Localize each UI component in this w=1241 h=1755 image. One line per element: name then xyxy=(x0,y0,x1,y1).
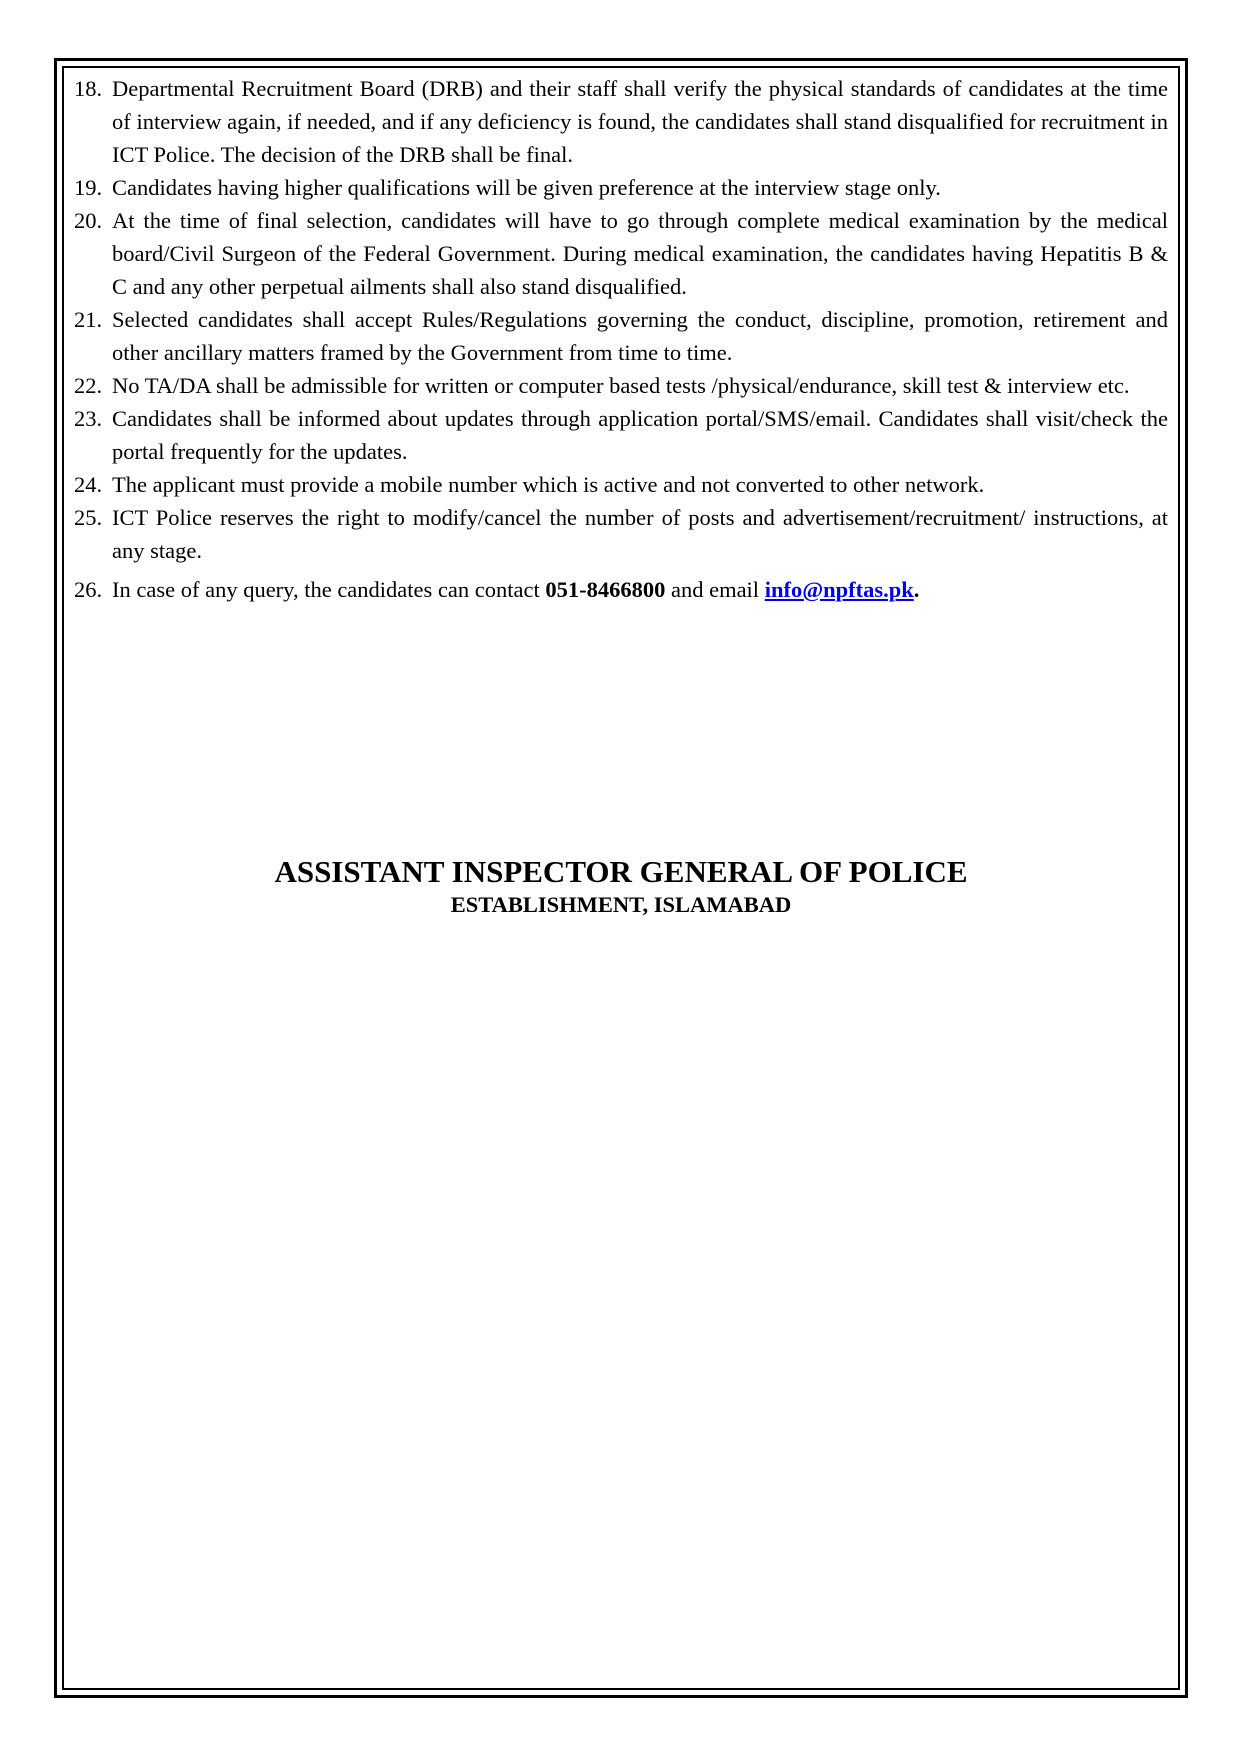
item-text: Selected candidates shall accept Rules/Regulations governing the conduct, discipline, promotion, retirement and other ancillary matters framed by the Government from time to time. xyxy=(112,307,1168,365)
item-number: 18. xyxy=(74,76,103,101)
signature-block xyxy=(54,853,1188,919)
contact-text-middle: and email xyxy=(670,577,760,602)
item-number: 22. xyxy=(74,373,103,398)
signature-subtitle: ESTABLISHMENT, ISLAMABAD xyxy=(450,892,792,917)
item-text: Candidates having higher qualifications will be given preference at the interview stage only. xyxy=(112,175,941,200)
contact-text xyxy=(112,573,1168,606)
item-text: Candidates shall be informed about updates through application portal/SMS/email. Candidates shall visit/check the portal frequently for the updates. xyxy=(112,406,1168,464)
list-item xyxy=(74,402,1168,468)
list-item xyxy=(74,468,1168,501)
item-number: 23. xyxy=(74,406,103,431)
list-item xyxy=(74,303,1168,369)
contact-phone: 051-8466800 xyxy=(545,577,666,602)
list-item xyxy=(74,204,1168,303)
contact-item xyxy=(74,573,1168,606)
item-number: 20. xyxy=(74,208,103,233)
item-text: At the time of final selection, candidates will have to go through complete medical examination by the medical board/Civil Surgeon of the Federal Government. During medical examination, the candidates having Hepatitis B & C and any other perpetual ailments shall also stand disqualified. xyxy=(112,208,1168,299)
item-number: 25. xyxy=(74,505,103,530)
contact-email-link[interactable]: info@npftas.pk xyxy=(764,577,914,602)
list-item xyxy=(74,501,1168,567)
item-text: The applicant must provide a mobile number which is active and not converted to other network. xyxy=(112,472,985,497)
list-item xyxy=(74,171,1168,204)
list-item xyxy=(74,369,1168,402)
item-number: 26. xyxy=(74,577,103,602)
signature-title: ASSISTANT INSPECTOR GENERAL OF POLICE xyxy=(274,854,968,889)
contact-text-before: In case of any query, the candidates can contact xyxy=(112,577,540,602)
instructions-list xyxy=(74,72,1168,606)
list-item xyxy=(74,72,1168,171)
contact-text-after: . xyxy=(913,577,920,602)
item-number: 24. xyxy=(74,472,103,497)
item-text: Departmental Recruitment Board (DRB) and their staff shall verify the physical standards of candidates at the time of interview again, if needed, and if any deficiency is found, the candidates shall stand disqualified for recruitment in ICT Police. The decision of the DRB shall be final. xyxy=(112,76,1168,167)
item-number: 19. xyxy=(74,175,103,200)
item-text: No TA/DA shall be admissible for written or computer based tests /physical/endurance, skill test & interview etc. xyxy=(112,373,1130,398)
item-number: 21. xyxy=(74,307,103,332)
item-text: ICT Police reserves the right to modify/cancel the number of posts and advertisement/recruitment/ instructions, at any stage. xyxy=(112,505,1168,563)
